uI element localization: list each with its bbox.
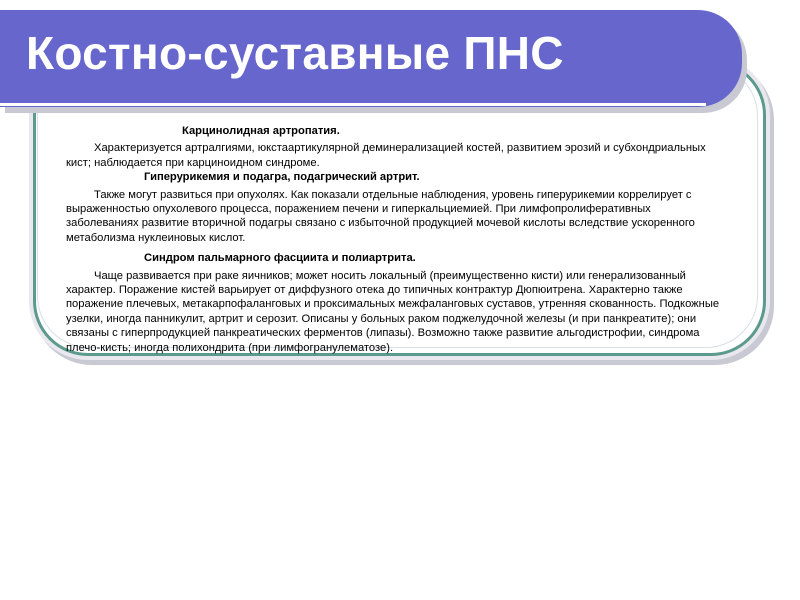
slide-title: Костно-суставные ПНС xyxy=(26,27,564,79)
section-heading-palmar-fasciitis: Синдром пальмарного фасциита и полиартрита. xyxy=(144,252,416,265)
section-heading-hyperuricemia-gout: Гиперурикемия и подагра, подагрический артрит. xyxy=(144,171,420,184)
section-heading-carcinoid-arthropathy: Карцинолидная артропатия. xyxy=(182,125,340,137)
section-text-palmar-fasciitis: Чаще развивается при раке яичников; может носить локальный (преимущественно кисти) или генерализованный характер. Поражение кистей варьирует от диффузного отека до типичных контрактур Дюпюитрена. Характерно также поражение плечевых, метакарпофаланговых и проксимальных межфаланговых суставов, утренняя скованность. Подкожные узелки, иногда панникулит, артрит и серозит. Описаны у больных раком поджелудочной железы (и при панкреатите); они связаны с гиперпродукцией панкреатических ферментов (липазы). Возможно также развитие альгодистрофии, синдрома плечо-кисть; иногда полихондрита (при лимфогранулематозе). xyxy=(66,269,720,354)
section-text-hyperuricemia-gout: Также могут развиться при опухолях. Как показали отдельные наблюдения, уровень гиперурикемии коррелирует с выраженностью опухолевого процесса, поражением печени и гиперкальциемией. При лимфопролиферативных заболеваниях развитие вторичной подагры связано с избыточной продукцией мочевой кислоты вследствие ускоренного метаболизма нуклеиновых кислот. xyxy=(66,188,695,244)
slide-body xyxy=(66,124,726,355)
section-text-carcinoid-arthropathy: Характеризуется артралгиями, юкстаартикулярной деминерализацией костей, развитием эрозий и субхондриальных кист; наблюдается при карциноидном синдроме. xyxy=(66,142,706,169)
title-underline xyxy=(0,103,706,106)
